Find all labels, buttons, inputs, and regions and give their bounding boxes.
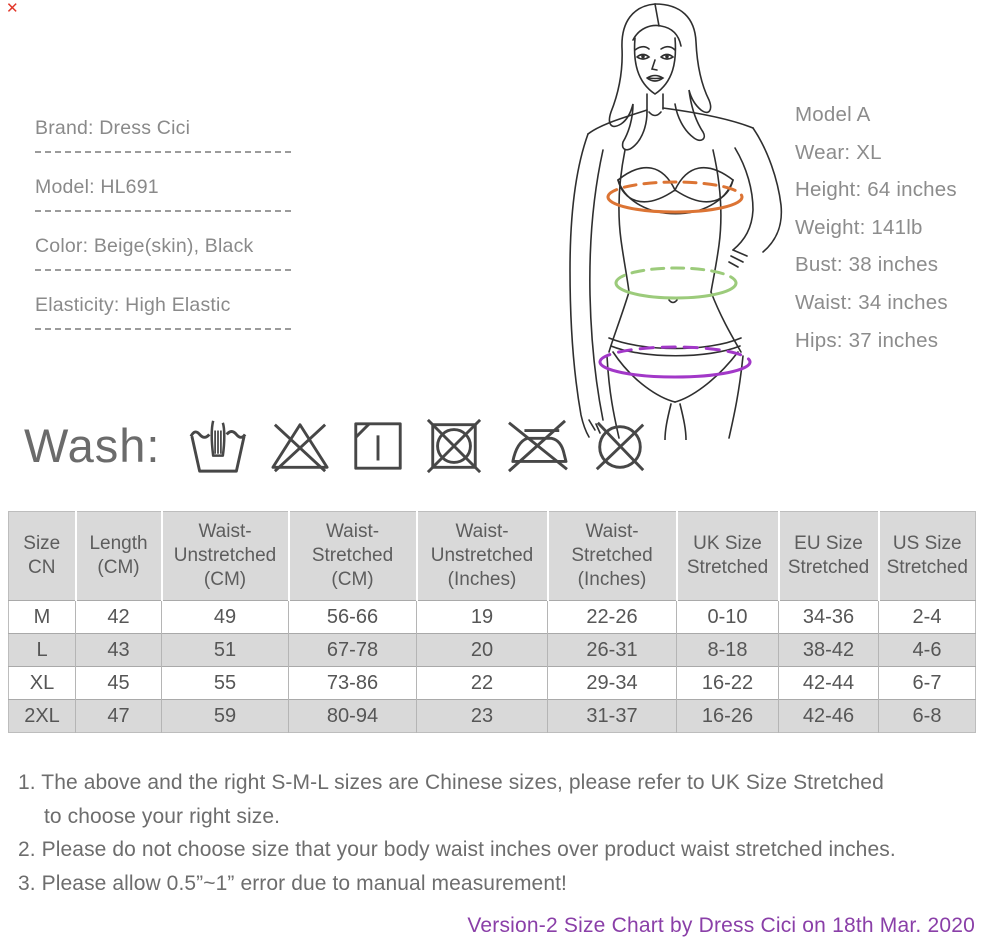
woman-line-drawing-icon [563,0,791,440]
brand-label: Brand: Dress Cici [35,117,191,139]
cell: 55 [162,667,289,700]
cell: 67-78 [289,634,417,667]
table-row-l [9,634,976,667]
model-label: Model: HL691 [35,176,159,198]
cell: 2-4 [879,601,976,634]
cell: L [9,634,76,667]
model-title: Model A [795,103,871,126]
notes-section [18,766,896,900]
cell: 59 [162,700,289,733]
size-table-section [8,511,975,733]
model-wear: Wear: XL [795,140,882,164]
do-not-dry-clean-icon [589,417,651,475]
col-waist-stretched-in: Waist-Stretched (Inches) [548,512,677,601]
wash-label: Wash: [24,419,161,472]
cell: 20 [417,634,548,667]
col-size-cn: Size CN [9,512,76,601]
elasticity-label: Elasticity: High Elastic [35,294,231,316]
cell: 19 [417,601,548,634]
model-height: Height: 64 inches [795,178,957,202]
table-row-m [9,601,976,634]
cell: 42-44 [779,667,879,700]
dashed-divider [35,210,291,212]
product-info-panel [35,116,293,352]
col-waist-unstretched-in: Waist-Unstretched (Inches) [417,512,548,601]
col-length-cm: Length (CM) [76,512,162,601]
cell: 8-18 [677,634,779,667]
elasticity-row [35,293,293,330]
cell: 6-7 [879,667,976,700]
cell: 47 [76,700,162,733]
cell: 2XL [9,700,76,733]
red-x-mark: ✕ [6,0,19,17]
table-row-2xl [9,700,976,733]
cell: 0-10 [677,601,779,634]
cell: M [9,601,76,634]
size-table [8,511,976,733]
cell: 16-26 [677,700,779,733]
col-eu-size: EU Size Stretched [779,512,879,601]
hand-wash-icon [186,417,250,475]
cell: 23 [417,700,548,733]
cell: 51 [162,634,289,667]
cell: 73-86 [289,667,417,700]
wash-care-row [24,416,651,476]
model-row [35,175,293,212]
wash-icons [186,417,651,475]
do-not-tumble-dry-icon [423,417,485,475]
cell: XL [9,667,76,700]
version-footer: Version-2 Size Chart by Dress Cici on 18th Mar. 2020 [467,914,975,937]
note-3: 3. Please allow 0.5”~1” error due to manual measurement! [18,871,567,895]
hip-measure-line [600,347,750,377]
col-uk-size: UK Size Stretched [677,512,779,601]
cell: 49 [162,601,289,634]
waist-measure-line [616,268,736,298]
cell: 38-42 [779,634,879,667]
cell: 6-8 [879,700,976,733]
model-bust: Bust: 38 inches [795,253,939,277]
cell: 29-34 [548,667,677,700]
color-label: Color: Beige(skin), Black [35,235,254,257]
col-waist-stretched-cm: Waist-Stretched (CM) [289,512,417,601]
do-not-bleach-icon [267,417,333,475]
cell: 22-26 [548,601,677,634]
cell: 42 [76,601,162,634]
note-1-line-2: to choose your right size. [44,804,281,828]
cell: 22 [417,667,548,700]
drip-dry-in-shade-icon [350,417,406,475]
cell: 42-46 [779,700,879,733]
brand-row [35,116,293,153]
model-waist: Waist: 34 inches [795,290,948,314]
col-us-size: US Size Stretched [879,512,976,601]
dashed-divider [35,151,291,153]
cell: 31-37 [548,700,677,733]
table-row-xl [9,667,976,700]
model-figure-sketch [563,0,791,440]
table-header-row [9,512,976,601]
cell: 34-36 [779,601,879,634]
model-weight: Weight: 141lb [795,215,923,239]
model-hips: Hips: 37 inches [795,328,939,352]
note-1-line-1: 1. The above and the right S-M-L sizes are Chinese sizes, please refer to UK Size Stretched [18,771,884,794]
cell: 56-66 [289,601,417,634]
color-row [35,234,293,271]
cell: 43 [76,634,162,667]
model-info-panel [795,96,957,359]
cell: 80-94 [289,700,417,733]
dashed-divider [35,328,291,330]
cell: 26-31 [548,634,677,667]
cell: 45 [76,667,162,700]
note-2: 2. Please do not choose size that your body waist inches over product waist stretched inches. [18,838,896,862]
dashed-divider [35,269,291,271]
cell: 4-6 [879,634,976,667]
do-not-iron-icon [502,417,572,475]
col-waist-unstretched-cm: Waist-Unstretched (CM) [162,512,289,601]
cell: 16-22 [677,667,779,700]
